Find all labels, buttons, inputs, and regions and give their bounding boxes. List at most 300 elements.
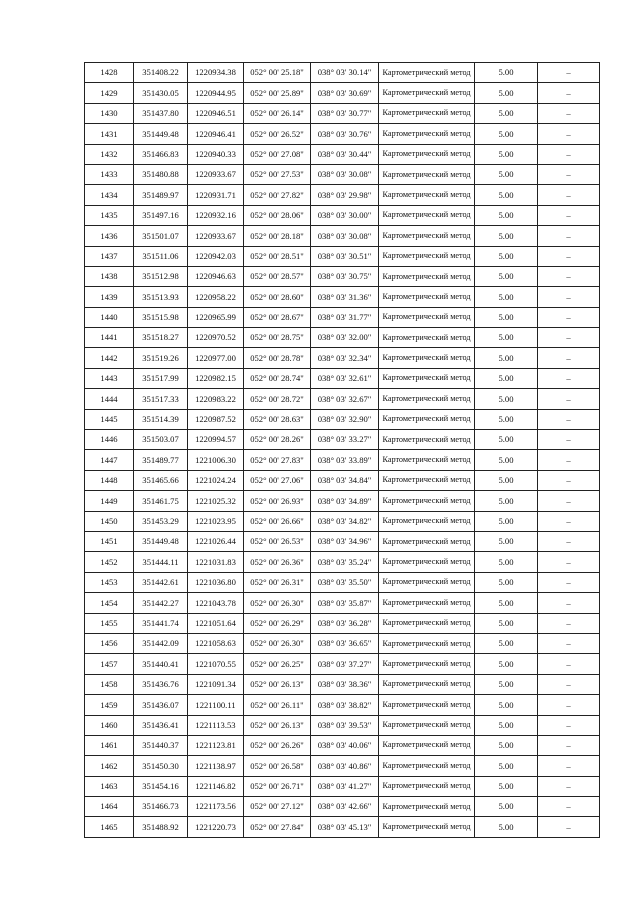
method-cell: Картометрический метод [379,776,475,796]
latitude-cell: 052° 00' 28.06" [244,205,311,225]
point-number-cell: 1465 [85,817,134,837]
note-cell: – [538,287,600,307]
longitude-cell: 038° 03' 32.34" [311,348,379,368]
accuracy-cell: 5.00 [475,83,538,103]
table-row [85,593,600,613]
latitude-cell: 052° 00' 26.30" [244,633,311,653]
table-row [85,266,600,286]
accuracy-cell: 5.00 [475,491,538,511]
accuracy-cell: 5.00 [475,654,538,674]
x-coordinate-cell: 351442.61 [134,572,188,592]
point-number-cell: 1432 [85,144,134,164]
latitude-cell: 052° 00' 26.25" [244,654,311,674]
x-coordinate-cell: 351442.27 [134,593,188,613]
latitude-cell: 052° 00' 26.13" [244,674,311,694]
note-cell: – [538,511,600,531]
x-coordinate-cell: 351441.74 [134,613,188,633]
y-coordinate-cell: 1220982.15 [188,368,244,388]
y-coordinate-cell: 1221173.56 [188,797,244,817]
table-row [85,531,600,551]
longitude-cell: 038° 03' 40.86" [311,756,379,776]
table-row [85,348,600,368]
latitude-cell: 052° 00' 26.71" [244,776,311,796]
latitude-cell: 052° 00' 26.66" [244,511,311,531]
x-coordinate-cell: 351519.26 [134,348,188,368]
y-coordinate-cell: 1221113.53 [188,715,244,735]
y-coordinate-cell: 1221051.64 [188,613,244,633]
point-number-cell: 1430 [85,103,134,123]
y-coordinate-cell: 1221123.81 [188,735,244,755]
x-coordinate-cell: 351518.27 [134,328,188,348]
table-row [85,307,600,327]
longitude-cell: 038° 03' 30.51" [311,246,379,266]
accuracy-cell: 5.00 [475,613,538,633]
coordinates-table [84,62,600,838]
longitude-cell: 038° 03' 36.28" [311,613,379,633]
latitude-cell: 052° 00' 28.51" [244,246,311,266]
latitude-cell: 052° 00' 26.93" [244,491,311,511]
point-number-cell: 1456 [85,633,134,653]
latitude-cell: 052° 00' 26.30" [244,593,311,613]
method-cell: Картометрический метод [379,389,475,409]
longitude-cell: 038° 03' 41.27" [311,776,379,796]
y-coordinate-cell: 1220987.52 [188,409,244,429]
point-number-cell: 1441 [85,328,134,348]
y-coordinate-cell: 1220965.99 [188,307,244,327]
method-cell: Картометрический метод [379,307,475,327]
y-coordinate-cell: 1220946.51 [188,103,244,123]
y-coordinate-cell: 1221058.63 [188,633,244,653]
longitude-cell: 038° 03' 35.24" [311,552,379,572]
latitude-cell: 052° 00' 26.11" [244,695,311,715]
y-coordinate-cell: 1220994.57 [188,430,244,450]
point-number-cell: 1429 [85,83,134,103]
accuracy-cell: 5.00 [475,552,538,572]
table-row [85,674,600,694]
latitude-cell: 052° 00' 27.84" [244,817,311,837]
y-coordinate-cell: 1220958.22 [188,287,244,307]
method-cell: Картометрический метод [379,266,475,286]
accuracy-cell: 5.00 [475,756,538,776]
y-coordinate-cell: 1220932.16 [188,205,244,225]
method-cell: Картометрический метод [379,633,475,653]
x-coordinate-cell: 351440.37 [134,735,188,755]
longitude-cell: 038° 03' 30.14" [311,63,379,83]
x-coordinate-cell: 351444.11 [134,552,188,572]
table-row [85,797,600,817]
y-coordinate-cell: 1221026.44 [188,531,244,551]
method-cell: Картометрический метод [379,511,475,531]
x-coordinate-cell: 351466.83 [134,144,188,164]
method-cell: Картометрический метод [379,103,475,123]
note-cell: – [538,348,600,368]
point-number-cell: 1434 [85,185,134,205]
table-row [85,695,600,715]
x-coordinate-cell: 351436.76 [134,674,188,694]
method-cell: Картометрический метод [379,164,475,184]
point-number-cell: 1455 [85,613,134,633]
method-cell: Картометрический метод [379,552,475,572]
y-coordinate-cell: 1221006.30 [188,450,244,470]
point-number-cell: 1448 [85,470,134,490]
x-coordinate-cell: 351465.66 [134,470,188,490]
note-cell: – [538,328,600,348]
point-number-cell: 1454 [85,593,134,613]
y-coordinate-cell: 1220931.71 [188,185,244,205]
longitude-cell: 038° 03' 36.65" [311,633,379,653]
accuracy-cell: 5.00 [475,103,538,123]
y-coordinate-cell: 1221023.95 [188,511,244,531]
longitude-cell: 038° 03' 42.66" [311,797,379,817]
point-number-cell: 1464 [85,797,134,817]
longitude-cell: 038° 03' 30.44" [311,144,379,164]
longitude-cell: 038° 03' 39.53" [311,715,379,735]
longitude-cell: 038° 03' 30.76" [311,124,379,144]
y-coordinate-cell: 1221146.82 [188,776,244,796]
longitude-cell: 038° 03' 30.00" [311,205,379,225]
method-cell: Картометрический метод [379,83,475,103]
method-cell: Картометрический метод [379,144,475,164]
x-coordinate-cell: 351449.48 [134,124,188,144]
longitude-cell: 038° 03' 40.06" [311,735,379,755]
note-cell: – [538,63,600,83]
latitude-cell: 052° 00' 25.89" [244,83,311,103]
table-row [85,409,600,429]
y-coordinate-cell: 1221100.11 [188,695,244,715]
method-cell: Картометрический метод [379,654,475,674]
x-coordinate-cell: 351436.07 [134,695,188,715]
x-coordinate-cell: 351515.98 [134,307,188,327]
note-cell: – [538,491,600,511]
point-number-cell: 1450 [85,511,134,531]
note-cell: – [538,470,600,490]
method-cell: Картометрический метод [379,470,475,490]
note-cell: – [538,430,600,450]
accuracy-cell: 5.00 [475,817,538,837]
longitude-cell: 038° 03' 30.08" [311,226,379,246]
longitude-cell: 038° 03' 38.82" [311,695,379,715]
longitude-cell: 038° 03' 35.50" [311,572,379,592]
table-row [85,552,600,572]
latitude-cell: 052° 00' 28.57" [244,266,311,286]
latitude-cell: 052° 00' 28.74" [244,368,311,388]
point-number-cell: 1461 [85,735,134,755]
table-row [85,63,600,83]
latitude-cell: 052° 00' 26.53" [244,531,311,551]
longitude-cell: 038° 03' 32.67" [311,389,379,409]
accuracy-cell: 5.00 [475,63,538,83]
longitude-cell: 038° 03' 31.36" [311,287,379,307]
x-coordinate-cell: 351514.39 [134,409,188,429]
method-cell: Картометрический метод [379,450,475,470]
table-row [85,103,600,123]
latitude-cell: 052° 00' 27.12" [244,797,311,817]
accuracy-cell: 5.00 [475,572,538,592]
table-row [85,654,600,674]
table-row [85,328,600,348]
latitude-cell: 052° 00' 26.36" [244,552,311,572]
latitude-cell: 052° 00' 26.13" [244,715,311,735]
note-cell: – [538,83,600,103]
method-cell: Картометрический метод [379,797,475,817]
longitude-cell: 038° 03' 32.90" [311,409,379,429]
latitude-cell: 052° 00' 26.29" [244,613,311,633]
y-coordinate-cell: 1220933.67 [188,226,244,246]
note-cell: – [538,797,600,817]
latitude-cell: 052° 00' 26.52" [244,124,311,144]
y-coordinate-cell: 1220946.41 [188,124,244,144]
table-row [85,164,600,184]
table-row [85,470,600,490]
x-coordinate-cell: 351517.33 [134,389,188,409]
note-cell: – [538,205,600,225]
longitude-cell: 038° 03' 34.89" [311,491,379,511]
accuracy-cell: 5.00 [475,715,538,735]
longitude-cell: 038° 03' 34.96" [311,531,379,551]
y-coordinate-cell: 1220977.00 [188,348,244,368]
point-number-cell: 1449 [85,491,134,511]
x-coordinate-cell: 351488.92 [134,817,188,837]
latitude-cell: 052° 00' 28.63" [244,409,311,429]
note-cell: – [538,531,600,551]
note-cell: – [538,226,600,246]
method-cell: Картометрический метод [379,287,475,307]
accuracy-cell: 5.00 [475,531,538,551]
accuracy-cell: 5.00 [475,246,538,266]
point-number-cell: 1444 [85,389,134,409]
x-coordinate-cell: 351440.41 [134,654,188,674]
x-coordinate-cell: 351454.16 [134,776,188,796]
accuracy-cell: 5.00 [475,695,538,715]
point-number-cell: 1460 [85,715,134,735]
accuracy-cell: 5.00 [475,266,538,286]
point-number-cell: 1433 [85,164,134,184]
latitude-cell: 052° 00' 27.82" [244,185,311,205]
y-coordinate-cell: 1220970.52 [188,328,244,348]
table-row [85,613,600,633]
point-number-cell: 1428 [85,63,134,83]
point-number-cell: 1445 [85,409,134,429]
accuracy-cell: 5.00 [475,797,538,817]
method-cell: Картометрический метод [379,572,475,592]
note-cell: – [538,776,600,796]
point-number-cell: 1438 [85,266,134,286]
table-row [85,430,600,450]
point-number-cell: 1437 [85,246,134,266]
note-cell: – [538,409,600,429]
longitude-cell: 038° 03' 37.27" [311,654,379,674]
note-cell: – [538,817,600,837]
y-coordinate-cell: 1221070.55 [188,654,244,674]
note-cell: – [538,103,600,123]
point-number-cell: 1431 [85,124,134,144]
note-cell: – [538,572,600,592]
point-number-cell: 1463 [85,776,134,796]
accuracy-cell: 5.00 [475,776,538,796]
accuracy-cell: 5.00 [475,389,538,409]
accuracy-cell: 5.00 [475,470,538,490]
x-coordinate-cell: 351497.16 [134,205,188,225]
note-cell: – [538,124,600,144]
latitude-cell: 052° 00' 27.06" [244,470,311,490]
accuracy-cell: 5.00 [475,450,538,470]
note-cell: – [538,144,600,164]
y-coordinate-cell: 1220940.33 [188,144,244,164]
table-row [85,185,600,205]
accuracy-cell: 5.00 [475,328,538,348]
longitude-cell: 038° 03' 30.69" [311,83,379,103]
method-cell: Картометрический метод [379,205,475,225]
y-coordinate-cell: 1221036.80 [188,572,244,592]
note-cell: – [538,735,600,755]
accuracy-cell: 5.00 [475,633,538,653]
longitude-cell: 038° 03' 45.13" [311,817,379,837]
table-row [85,124,600,144]
y-coordinate-cell: 1220983.22 [188,389,244,409]
table-row [85,226,600,246]
x-coordinate-cell: 351461.75 [134,491,188,511]
point-number-cell: 1440 [85,307,134,327]
table-row [85,389,600,409]
longitude-cell: 038° 03' 33.27" [311,430,379,450]
method-cell: Картометрический метод [379,226,475,246]
table-row [85,368,600,388]
latitude-cell: 052° 00' 26.14" [244,103,311,123]
accuracy-cell: 5.00 [475,226,538,246]
method-cell: Картометрический метод [379,328,475,348]
method-cell: Картометрический метод [379,409,475,429]
accuracy-cell: 5.00 [475,287,538,307]
note-cell: – [538,715,600,735]
table-row [85,491,600,511]
y-coordinate-cell: 1221043.78 [188,593,244,613]
method-cell: Картометрический метод [379,63,475,83]
accuracy-cell: 5.00 [475,511,538,531]
y-coordinate-cell: 1221138.97 [188,756,244,776]
method-cell: Картометрический метод [379,593,475,613]
accuracy-cell: 5.00 [475,348,538,368]
x-coordinate-cell: 351489.77 [134,450,188,470]
note-cell: – [538,185,600,205]
x-coordinate-cell: 351511.06 [134,246,188,266]
x-coordinate-cell: 351430.05 [134,83,188,103]
x-coordinate-cell: 351513.93 [134,287,188,307]
note-cell: – [538,552,600,572]
point-number-cell: 1458 [85,674,134,694]
latitude-cell: 052° 00' 28.18" [244,226,311,246]
table-row [85,715,600,735]
x-coordinate-cell: 351466.73 [134,797,188,817]
accuracy-cell: 5.00 [475,164,538,184]
method-cell: Картометрический метод [379,531,475,551]
point-number-cell: 1435 [85,205,134,225]
method-cell: Картометрический метод [379,715,475,735]
note-cell: – [538,695,600,715]
method-cell: Картометрический метод [379,430,475,450]
accuracy-cell: 5.00 [475,674,538,694]
latitude-cell: 052° 00' 27.53" [244,164,311,184]
latitude-cell: 052° 00' 26.31" [244,572,311,592]
latitude-cell: 052° 00' 27.83" [244,450,311,470]
x-coordinate-cell: 351503.07 [134,430,188,450]
method-cell: Картометрический метод [379,735,475,755]
note-cell: – [538,613,600,633]
table-row [85,735,600,755]
coordinates-table-body [85,63,600,838]
longitude-cell: 038° 03' 32.61" [311,368,379,388]
y-coordinate-cell: 1221091.34 [188,674,244,694]
method-cell: Картометрический метод [379,613,475,633]
point-number-cell: 1446 [85,430,134,450]
point-number-cell: 1436 [85,226,134,246]
method-cell: Картометрический метод [379,246,475,266]
latitude-cell: 052° 00' 28.60" [244,287,311,307]
latitude-cell: 052° 00' 26.26" [244,735,311,755]
method-cell: Картометрический метод [379,185,475,205]
latitude-cell: 052° 00' 26.58" [244,756,311,776]
point-number-cell: 1451 [85,531,134,551]
longitude-cell: 038° 03' 31.77" [311,307,379,327]
x-coordinate-cell: 351512.98 [134,266,188,286]
longitude-cell: 038° 03' 30.08" [311,164,379,184]
point-number-cell: 1462 [85,756,134,776]
note-cell: – [538,593,600,613]
table-row [85,511,600,531]
y-coordinate-cell: 1221024.24 [188,470,244,490]
method-cell: Картометрический метод [379,368,475,388]
x-coordinate-cell: 351437.80 [134,103,188,123]
latitude-cell: 052° 00' 27.08" [244,144,311,164]
y-coordinate-cell: 1220934.38 [188,63,244,83]
point-number-cell: 1439 [85,287,134,307]
x-coordinate-cell: 351449.48 [134,531,188,551]
longitude-cell: 038° 03' 30.77" [311,103,379,123]
y-coordinate-cell: 1220946.63 [188,266,244,286]
longitude-cell: 038° 03' 33.89" [311,450,379,470]
table-row [85,572,600,592]
point-number-cell: 1453 [85,572,134,592]
y-coordinate-cell: 1221031.83 [188,552,244,572]
longitude-cell: 038° 03' 35.87" [311,593,379,613]
method-cell: Картометрический метод [379,756,475,776]
latitude-cell: 052° 00' 28.26" [244,430,311,450]
method-cell: Картометрический метод [379,348,475,368]
latitude-cell: 052° 00' 28.75" [244,328,311,348]
accuracy-cell: 5.00 [475,735,538,755]
longitude-cell: 038° 03' 30.75" [311,266,379,286]
x-coordinate-cell: 351501.07 [134,226,188,246]
point-number-cell: 1443 [85,368,134,388]
longitude-cell: 038° 03' 34.84" [311,470,379,490]
method-cell: Картометрический метод [379,491,475,511]
method-cell: Картометрический метод [379,674,475,694]
table-row [85,83,600,103]
x-coordinate-cell: 351489.97 [134,185,188,205]
y-coordinate-cell: 1220942.03 [188,246,244,266]
latitude-cell: 052° 00' 28.78" [244,348,311,368]
accuracy-cell: 5.00 [475,430,538,450]
x-coordinate-cell: 351480.88 [134,164,188,184]
point-number-cell: 1452 [85,552,134,572]
point-number-cell: 1442 [85,348,134,368]
note-cell: – [538,164,600,184]
longitude-cell: 038° 03' 34.82" [311,511,379,531]
latitude-cell: 052° 00' 25.18" [244,63,311,83]
latitude-cell: 052° 00' 28.67" [244,307,311,327]
method-cell: Картометрический метод [379,124,475,144]
note-cell: – [538,368,600,388]
method-cell: Картометрический метод [379,695,475,715]
